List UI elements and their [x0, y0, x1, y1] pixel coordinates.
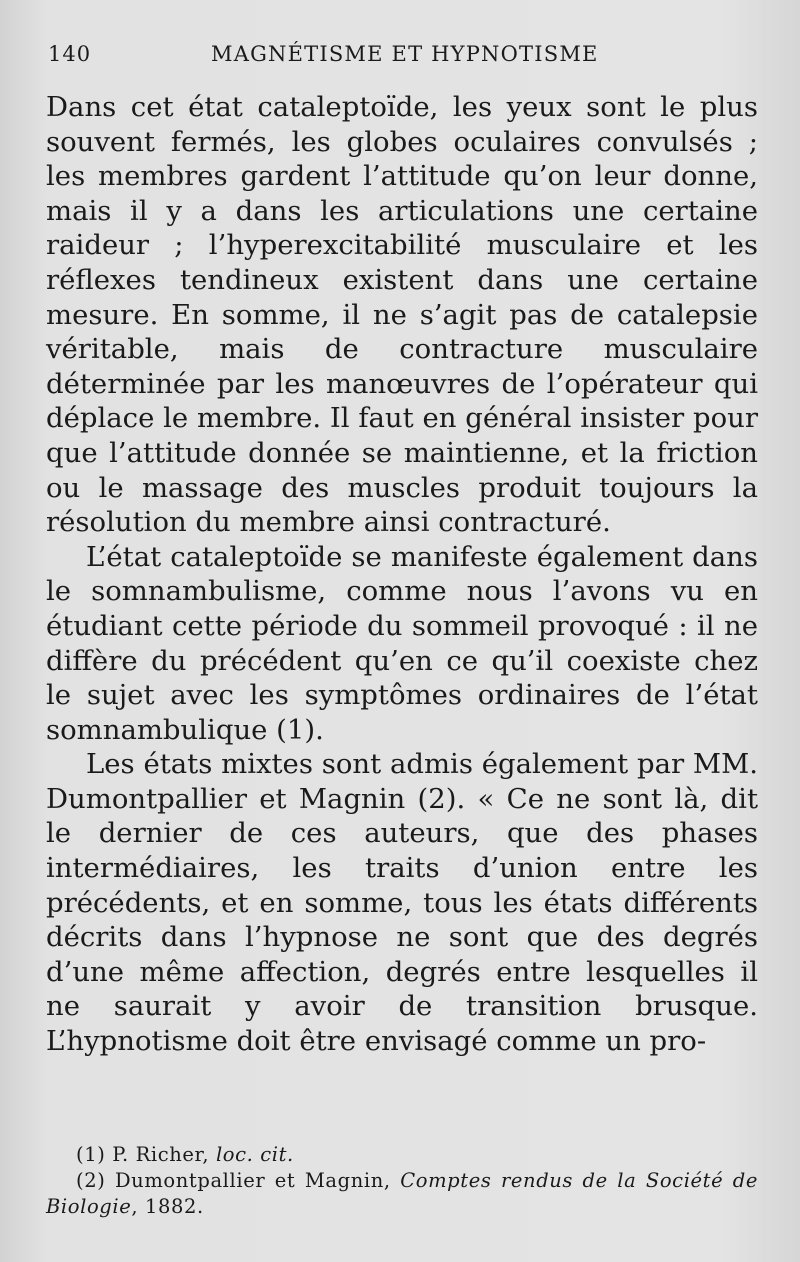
footnote-2-year: , 1882.: [131, 1195, 204, 1218]
footnote-2-marker: (2): [76, 1169, 106, 1192]
paragraph-3: Les états mixtes sont admis également par MM. Dumontpallier et Magnin (2). « Ce ne sont là, dit le dernier de ces auteurs, que des phases intermédiaires, les traits d’union entre les précédents, et en somme, tous les états différents décrits dans l’hypnose ne sont que des degrés d’une même affection, degrés entre lesquelles il ne saurait y avoir de transition brusque. L’hypnotisme doit être envisagé comme un pro-: [46, 748, 758, 1058]
footnote-1-ref: loc. cit.: [215, 1143, 294, 1166]
running-head: [48, 42, 758, 72]
footnote-1-marker: (1): [76, 1143, 106, 1166]
footnote-1-author: P. Richer,: [112, 1143, 210, 1166]
body-text: [46, 90, 758, 1059]
running-title: MAGNÉTISME ET HYPNOTISME: [211, 42, 599, 66]
footnote-2: [46, 1168, 758, 1220]
paragraph-1: Dans cet état cataleptoïde, les yeux sont le plus souvent fermés, les globes oculaires convulsés ; les membres gardent l’attitude qu’on leur donne, mais il y a dans les articulations une certaine raideur ; l’hyperexcitabilité musculaire et les réflexes tendineux existent dans une certaine mesure. En somme, il ne s’agit pas de catalepsie véritable, mais de contracture musculaire déterminée par les manœuvres de l’opérateur qui déplace le membre. Il faut en général insister pour que l’attitude donnée se maintienne, et la friction ou le massage des muscles produit toujours la résolution du membre ainsi contracturé.: [46, 91, 758, 539]
page-number: 140: [48, 42, 92, 66]
footnotes: [46, 1142, 758, 1220]
paragraph-2: L’état cataleptoïde se manifeste également dans le somnambulisme, comme nous l’avons vu en étudiant cette période du sommeil provoqué : il ne diffère du précédent qu’en ce qu’il coexiste chez le sujet avec les symptômes ordinaires de l’état somnambulique (1).: [46, 540, 758, 746]
footnote-2-author: Dumontpallier et Magnin,: [114, 1169, 391, 1192]
footnote-1: [46, 1142, 758, 1168]
footnote-2-title: Comptes rendus de la Société de Biologie: [46, 1169, 758, 1218]
